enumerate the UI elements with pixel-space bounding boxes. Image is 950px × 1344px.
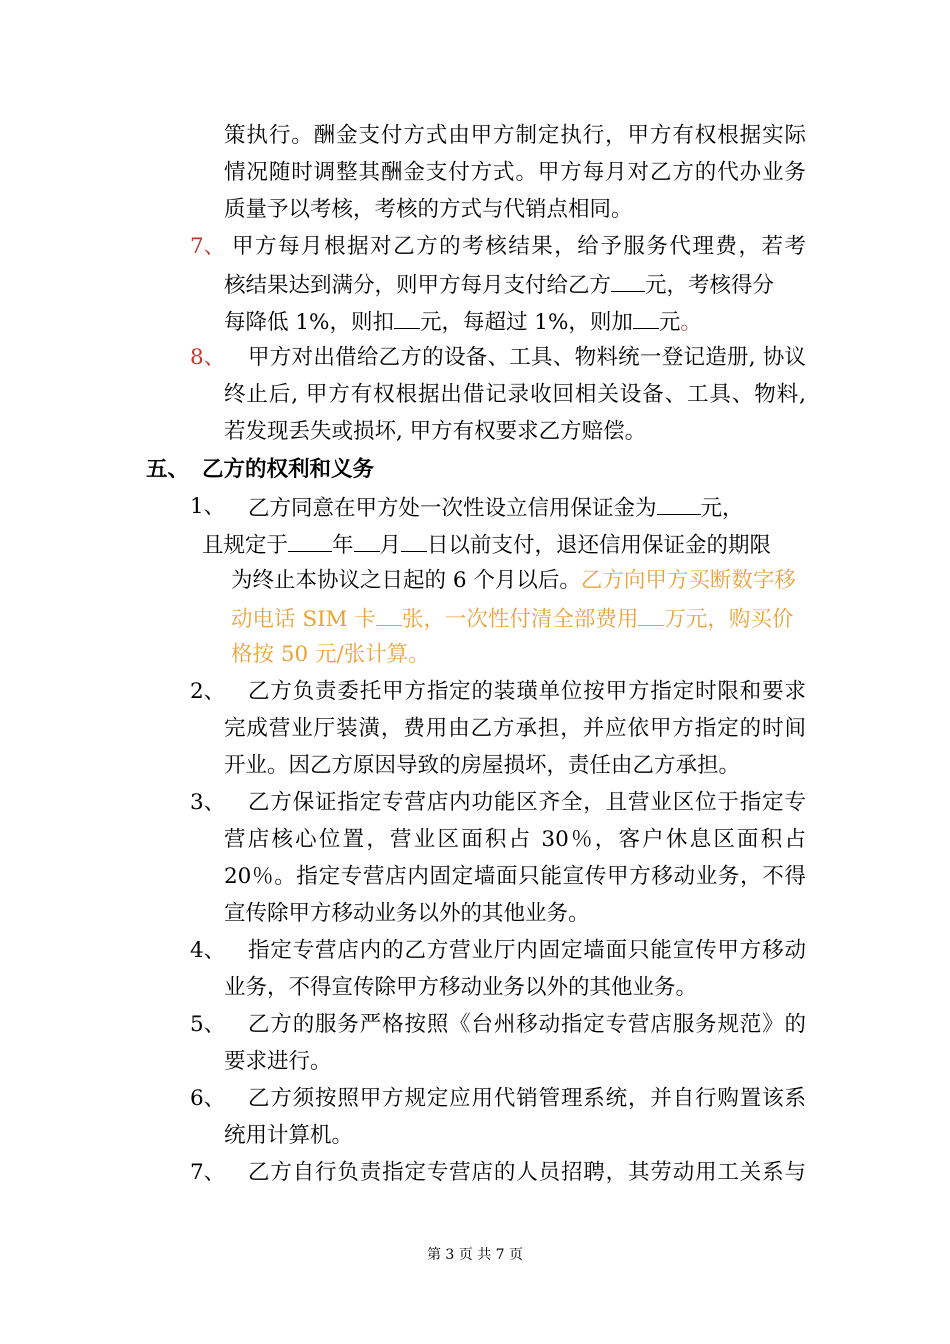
b-item-3-line-1: 乙方保证指定专营店内功能区齐全，且营业区位于指定专: [248, 790, 806, 815]
b-item-3-number: 3、: [190, 790, 226, 815]
fill-blank-sim-count: [376, 603, 402, 626]
fill-blank-total-fee: [638, 603, 664, 626]
b-item-4-line-1: 指定专营店内的乙方营业厅内固定墙面只能宣传甲方移动: [248, 938, 806, 963]
item-8-line-1: 甲方对出借给乙方的设备、工具、物料统一登记造册, 协议: [248, 345, 806, 370]
b-item-5-number: 5、: [190, 1012, 226, 1037]
b-item-1-line-3-text-a: 为终止本协议之日起的 6 个月以后。: [231, 568, 581, 593]
b-item-1-line-2: [202, 529, 771, 561]
b-item-5-line-2: 要求进行。: [224, 1049, 332, 1074]
b-item-2-line-3: 开业。因乙方原因导致的房屋损坏，责任由乙方承担。: [224, 753, 741, 778]
fill-blank-year: [288, 529, 332, 552]
b-item-1-line-2-text-c: 月: [379, 533, 402, 558]
item-7-line-3-text-a: 每降低 1%，则扣: [224, 310, 394, 335]
b-item-7-number: 7、: [190, 1160, 226, 1185]
b-item-1-line-4-text-b: 张，一次性付清全部费用: [401, 607, 639, 632]
b-item-4-number: 4、: [190, 938, 226, 963]
item-7-line-3-end: 。: [680, 310, 702, 335]
b-item-1-line-5: 格按 50 元/张计算。: [231, 642, 430, 667]
item-7-line-2-text-b: 元，考核得分: [645, 273, 775, 298]
b-item-6-line-2: 统用计算机。: [224, 1123, 354, 1148]
b-item-1-line-3: [231, 566, 796, 596]
item-7-line-3: [224, 306, 702, 338]
b-item-3-line-4: 宣传除甲方移动业务以外的其他业务。: [224, 901, 590, 926]
b-item-2-line-2: 完成营业厅装潢，费用由乙方承担，并应依甲方指定的时间: [224, 716, 806, 741]
item-7-number: 7、: [190, 234, 226, 259]
paragraph-6-line-3: 质量予以考核，考核的方式与代销点相同。: [224, 197, 633, 222]
fill-blank-deposit: [657, 492, 701, 515]
b-item-1-line-4-text-a: 动电话 SIM 卡: [231, 607, 376, 632]
b-item-1-line-3-text-b: 乙方向甲方买断数字移: [580, 568, 796, 593]
b-item-1-line-1-text-b: 元，: [700, 496, 744, 521]
b-item-4-line-2: 业务，不得宣传除甲方移动业务以外的其他业务。: [224, 975, 698, 1000]
b-item-1-line-2-text-d: 日以前支付，退还信用保证金的期限: [427, 533, 772, 558]
section-5-number: 五、: [146, 457, 190, 482]
b-item-1-number: 1、: [190, 494, 226, 519]
b-item-1-line-2-text-a: 且规定于: [202, 533, 289, 558]
b-item-6-number: 6、: [190, 1086, 226, 1111]
b-item-2-line-1: 乙方负责委托甲方指定的装璜单位按甲方指定时限和要求: [248, 679, 806, 704]
item-7-line-2: [224, 269, 774, 301]
b-item-5-line-1: 乙方的服务严格按照《台州移动指定专营店服务规范》的: [248, 1012, 806, 1037]
fill-blank-monthly-fee: [611, 269, 645, 292]
b-item-2-number: 2、: [190, 679, 226, 704]
item-7-line-1: 甲方每月根据对乙方的考核结果，给予服务代理费，若考: [232, 234, 806, 259]
fill-blank-day: [401, 529, 427, 552]
paragraph-6-line-1: 策执行。酬金支付方式由甲方制定执行，甲方有权根据实际: [224, 123, 806, 148]
item-8-line-3: 若发现丢失或损坏, 甲方有权要求乙方赔偿。: [224, 419, 647, 444]
fill-blank-month: [354, 529, 380, 552]
item-7-line-2-text-a: 核结果达到满分，则甲方每月支付给乙方: [224, 273, 612, 298]
item-8-line-2: 终止后, 甲方有权根据出借记录收回相关设备、工具、物料,: [224, 382, 806, 407]
b-item-1-line-4-text-c: 万元，购买价: [664, 607, 794, 632]
b-item-1-line-2-text-b: 年: [332, 533, 354, 558]
item-7-line-3-text-b: 元，每超过 1%，则加: [419, 310, 633, 335]
b-item-1-line-4: [231, 603, 793, 635]
b-item-3-line-2: 营店核心位置，营业区面积占 30％，客户休息区面积占: [224, 827, 806, 852]
item-7-line-3-text-c: 元: [658, 310, 681, 335]
b-item-1-line-1: [248, 492, 744, 524]
section-5-title: 乙方的权利和义务: [202, 457, 375, 482]
fill-blank-deduction: [394, 306, 420, 329]
item-8-number: 8、: [190, 345, 226, 370]
b-item-7-line-1: 乙方自行负责指定专营店的人员招聘，其劳动用工关系与: [248, 1160, 806, 1185]
paragraph-6-line-2: 情况随时调整其酬金支付方式。甲方每月对乙方的代办业务: [224, 160, 806, 185]
b-item-6-line-1: 乙方须按照甲方规定应用代销管理系统，并自行购置该系: [248, 1086, 806, 1111]
page-footer: 第 3 页 共 7 页: [426, 1247, 524, 1263]
b-item-3-line-3: 20％。指定专营店内固定墙面只能宣传甲方移动业务，不得: [224, 864, 806, 889]
b-item-1-line-1-text-a: 乙方同意在甲方处一次性设立信用保证金为: [248, 496, 657, 521]
fill-blank-bonus: [633, 306, 659, 329]
